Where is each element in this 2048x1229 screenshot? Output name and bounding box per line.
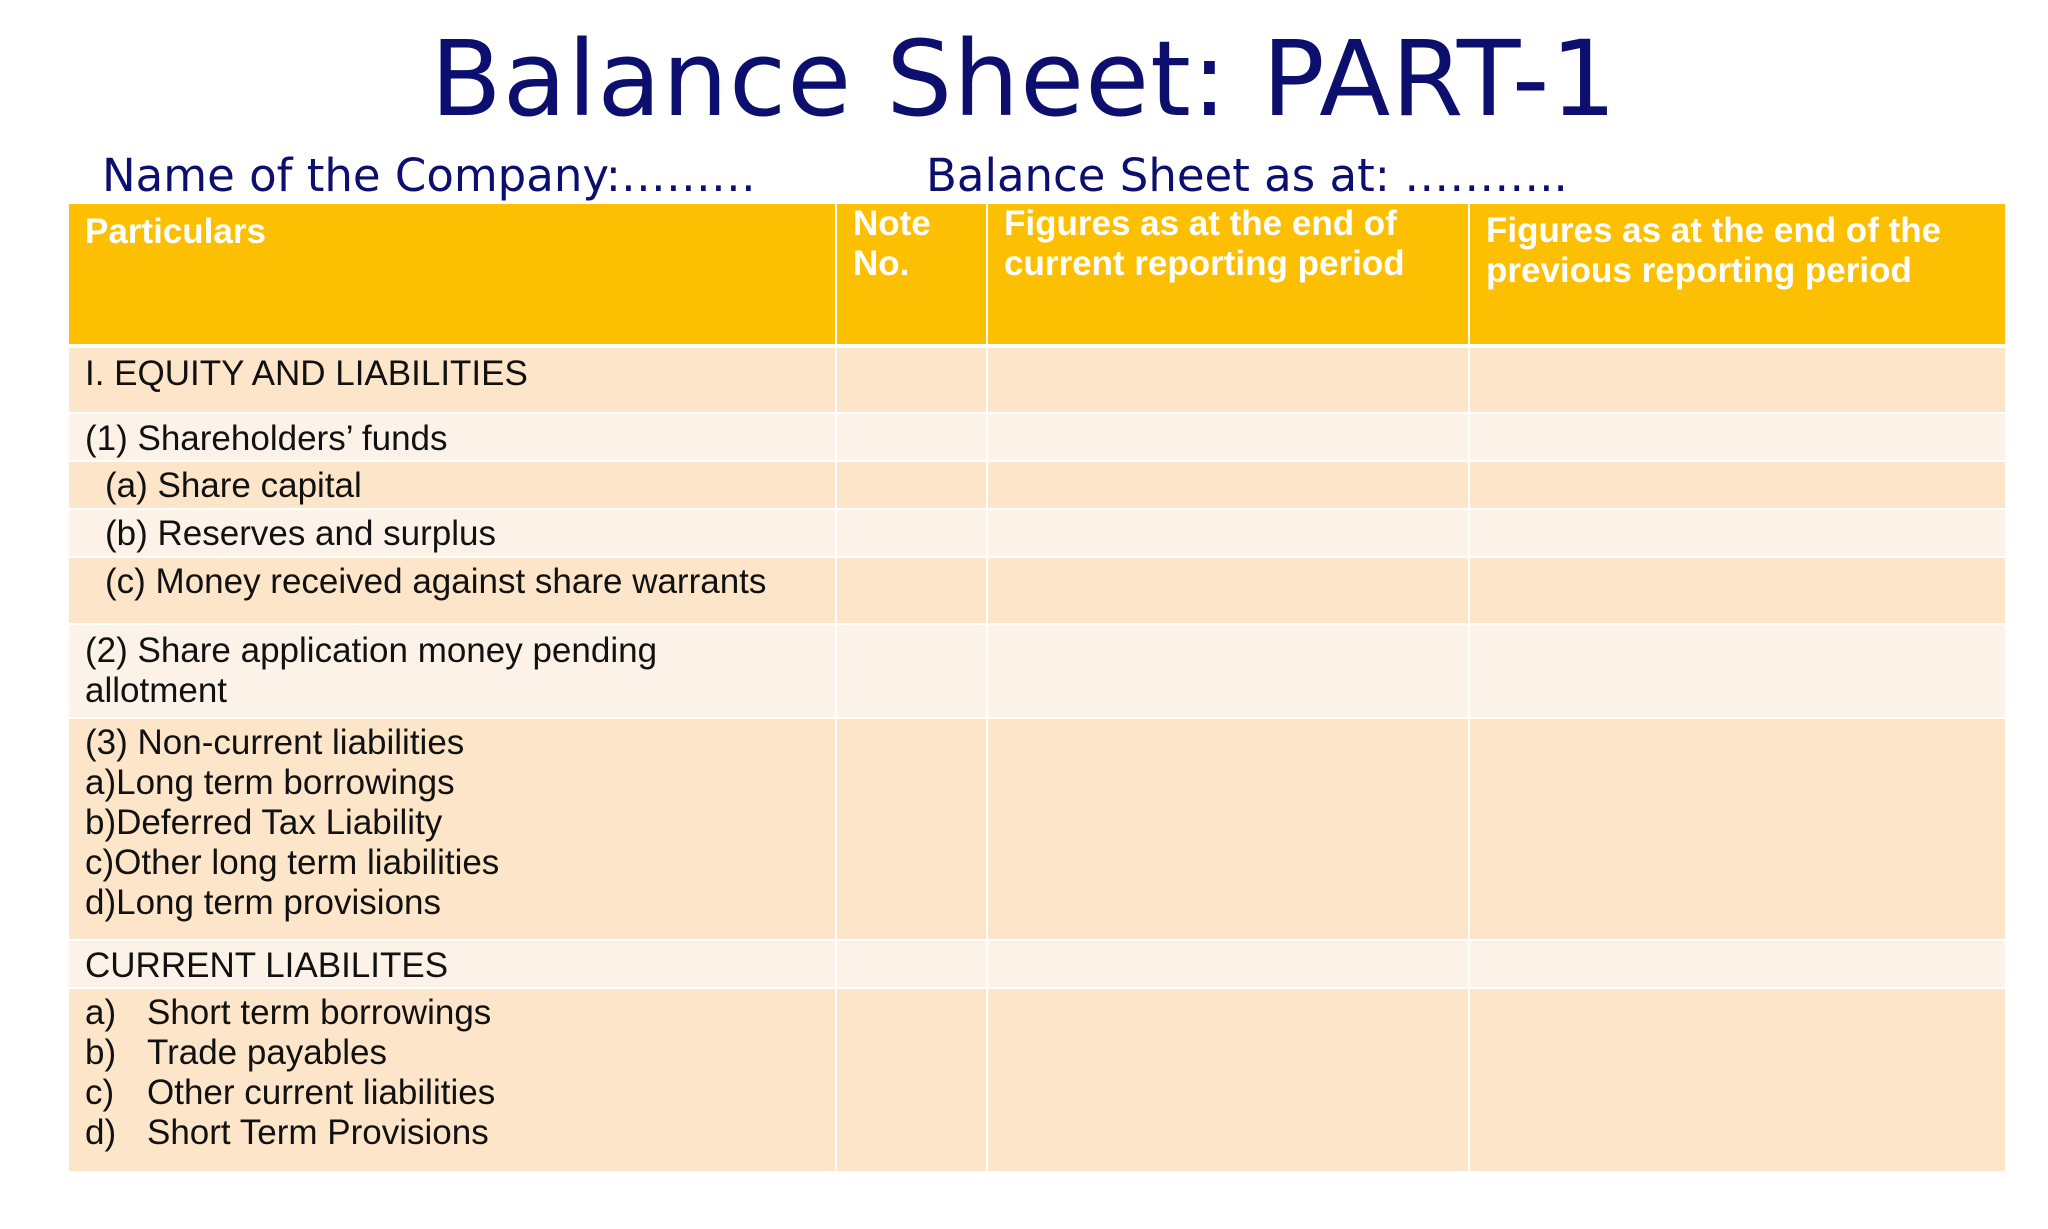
previous-cell [1469,624,2005,718]
list-item [85,1113,835,1153]
previous-cell [1469,940,2005,988]
previous-cell [1469,461,2005,509]
balance-sheet-table [69,204,2005,1173]
note-cell [836,988,987,1172]
row-current-liabilities-heading: CURRENT LIABILITES [69,940,836,988]
note-cell [836,509,987,557]
note-cell [836,413,987,461]
current-cell [987,509,1469,557]
header-previous-period: Figures as at the end of the previous reporting period [1469,204,2005,346]
page-title: Balance Sheet: PART-1 [430,18,1618,140]
table-row [69,718,2005,940]
list-item-text: Other current liabilities [147,1073,496,1112]
row-share-application: (2) Share application money pending allotment [69,624,836,718]
current-cell [987,940,1469,988]
list-item [85,993,835,1033]
note-cell [836,557,987,624]
list-item-label: d) [85,1113,117,1152]
row-label: (a) Share capital [105,466,362,505]
header-note-no: Note No. [836,204,987,346]
row-non-current-liabilities [69,718,836,940]
balance-sheet-date-line: Balance Sheet as at: ……….. [926,149,1568,202]
current-cell [987,718,1469,940]
row-reserves-surplus [69,509,836,557]
row-current-liabilities [69,988,836,1172]
note-cell [836,346,987,413]
row-shareholders-funds: (1) Shareholders’ funds [69,413,836,461]
header-particulars: Particulars [69,204,836,346]
previous-cell [1469,413,2005,461]
row-share-capital [69,461,836,509]
previous-cell [1469,346,2005,413]
row-label: (c) Money received against share warrants [105,562,767,601]
previous-cell [1469,988,2005,1172]
row-equity-heading: I. EQUITY AND LIABILITIES [69,346,836,413]
list-item-label: b) [85,1033,117,1072]
previous-cell [1469,509,2005,557]
table-row [69,509,2005,557]
header-current-period: Figures as at the end of current reporting period [987,204,1469,346]
current-cell [987,988,1469,1172]
list-item-text: Short Term Provisions [147,1113,489,1152]
list-item-label: a) [85,993,117,1032]
table-row [69,413,2005,461]
list-item: a)Long term borrowings [85,763,455,802]
non-current-heading: (3) Non-current liabilities [85,723,465,762]
table-row [69,557,2005,624]
table-row [69,940,2005,988]
current-cell [987,624,1469,718]
list-item [85,1073,835,1113]
list-item-text: Trade payables [147,1033,387,1072]
table-row [69,346,2005,413]
table-row [69,988,2005,1172]
table-row [69,624,2005,718]
previous-cell [1469,557,2005,624]
list-item-text: Short term borrowings [147,993,492,1032]
row-label: (b) Reserves and surplus [105,514,496,553]
list-item: b)Deferred Tax Liability [85,803,443,842]
note-cell [836,718,987,940]
note-cell [836,624,987,718]
current-cell [987,413,1469,461]
header-row [69,204,2005,346]
company-name-line: Name of the Company:……… [102,149,756,202]
current-cell [987,346,1469,413]
list-item-label: c) [85,1073,115,1112]
list-item: c)Other long term liabilities [85,843,500,882]
table-row [69,461,2005,509]
list-item [85,1033,835,1073]
row-money-warrants [69,557,836,624]
current-cell [987,557,1469,624]
current-cell [987,461,1469,509]
previous-cell [1469,718,2005,940]
note-cell [836,461,987,509]
note-cell [836,940,987,988]
list-item: d)Long term provisions [85,883,441,922]
